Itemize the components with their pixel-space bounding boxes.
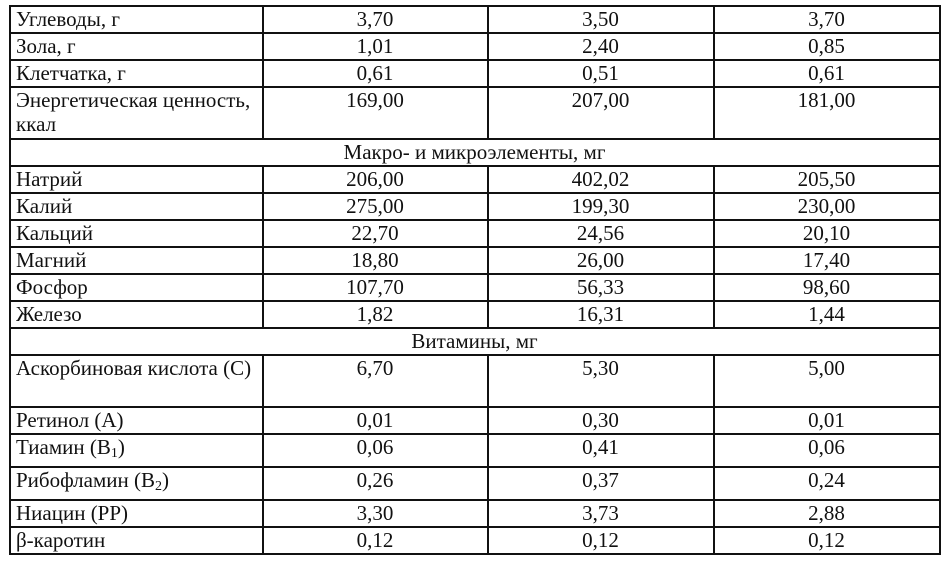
row-label-subscript: 1 (110, 446, 118, 461)
table-row (10, 220, 940, 247)
row-label: Энергетическая ценность, ккал (10, 87, 263, 139)
section-heading: Витамины, мг (10, 328, 940, 355)
cell-value: 0,12 (714, 527, 940, 554)
cell-value: 0,30 (488, 407, 714, 434)
cell-value: 98,60 (714, 274, 940, 301)
section-heading: Макро- и микроэлементы, мг (10, 139, 940, 166)
cell-value: 1,01 (263, 33, 488, 60)
cell-value: 5,30 (488, 355, 714, 407)
cell-value: 0,51 (488, 60, 714, 87)
table-row (10, 434, 940, 467)
table-row (10, 60, 940, 87)
table-row (10, 500, 940, 527)
section-row (10, 328, 940, 355)
row-label: Фосфор (10, 274, 263, 301)
row-label-suffix: ) (162, 468, 170, 492)
cell-value: 6,70 (263, 355, 488, 407)
cell-value: 22,70 (263, 220, 488, 247)
row-label-text: Тиамин (В (16, 435, 111, 459)
cell-value: 0,01 (263, 407, 488, 434)
row-label (10, 467, 263, 500)
section-row (10, 139, 940, 166)
row-label: Аскорбиновая кислота (С) (10, 355, 263, 407)
cell-value: 1,82 (263, 301, 488, 328)
cell-value: 3,50 (488, 6, 714, 33)
cell-value: 24,56 (488, 220, 714, 247)
cell-value: 0,24 (714, 467, 940, 500)
cell-value: 56,33 (488, 274, 714, 301)
cell-value: 0,12 (263, 527, 488, 554)
cell-value: 17,40 (714, 247, 940, 274)
cell-value: 5,00 (714, 355, 940, 407)
cell-value: 20,10 (714, 220, 940, 247)
cell-value: 0,12 (488, 527, 714, 554)
row-label-subscript: 2 (155, 479, 163, 494)
row-label: Магний (10, 247, 263, 274)
cell-value: 16,31 (488, 301, 714, 328)
cell-value: 3,70 (263, 6, 488, 33)
cell-value: 0,41 (488, 434, 714, 467)
table-row (10, 527, 940, 554)
nutrition-table (9, 5, 941, 555)
cell-value: 0,37 (488, 467, 714, 500)
cell-value: 26,00 (488, 247, 714, 274)
row-label: Углеводы, г (10, 6, 263, 33)
row-label: Ниацин (РР) (10, 500, 263, 527)
cell-value: 0,85 (714, 33, 940, 60)
cell-value: 0,06 (263, 434, 488, 467)
cell-value: 0,06 (714, 434, 940, 467)
cell-value: 207,00 (488, 87, 714, 139)
row-label (10, 434, 263, 467)
table-row (10, 166, 940, 193)
cell-value: 3,30 (263, 500, 488, 527)
cell-value: 181,00 (714, 87, 940, 139)
table-row (10, 407, 940, 434)
cell-value: 0,61 (263, 60, 488, 87)
cell-value: 230,00 (714, 193, 940, 220)
table-row (10, 6, 940, 33)
cell-value: 3,73 (488, 500, 714, 527)
cell-value: 275,00 (263, 193, 488, 220)
cell-value: 2,88 (714, 500, 940, 527)
cell-value: 107,70 (263, 274, 488, 301)
row-label: β-каротин (10, 527, 263, 554)
cell-value: 0,01 (714, 407, 940, 434)
cell-value: 199,30 (488, 193, 714, 220)
cell-value: 0,61 (714, 60, 940, 87)
cell-value: 206,00 (263, 166, 488, 193)
row-label: Ретинол (А) (10, 407, 263, 434)
cell-value: 0,26 (263, 467, 488, 500)
cell-value: 205,50 (714, 166, 940, 193)
table-row (10, 467, 940, 500)
table-row (10, 193, 940, 220)
table-row (10, 87, 940, 139)
row-label: Зола, г (10, 33, 263, 60)
table-row (10, 33, 940, 60)
table-row (10, 355, 940, 407)
cell-value: 402,02 (488, 166, 714, 193)
table-row (10, 247, 940, 274)
cell-value: 1,44 (714, 301, 940, 328)
row-label-suffix: ) (117, 435, 125, 459)
cell-value: 18,80 (263, 247, 488, 274)
cell-value: 2,40 (488, 33, 714, 60)
row-label: Кальций (10, 220, 263, 247)
row-label: Калий (10, 193, 263, 220)
row-label: Натрий (10, 166, 263, 193)
row-label: Клетчатка, г (10, 60, 263, 87)
cell-value: 3,70 (714, 6, 940, 33)
table-row (10, 274, 940, 301)
row-label-text: Рибофламин (В (16, 468, 156, 492)
cell-value: 169,00 (263, 87, 488, 139)
row-label: Железо (10, 301, 263, 328)
table-row (10, 301, 940, 328)
